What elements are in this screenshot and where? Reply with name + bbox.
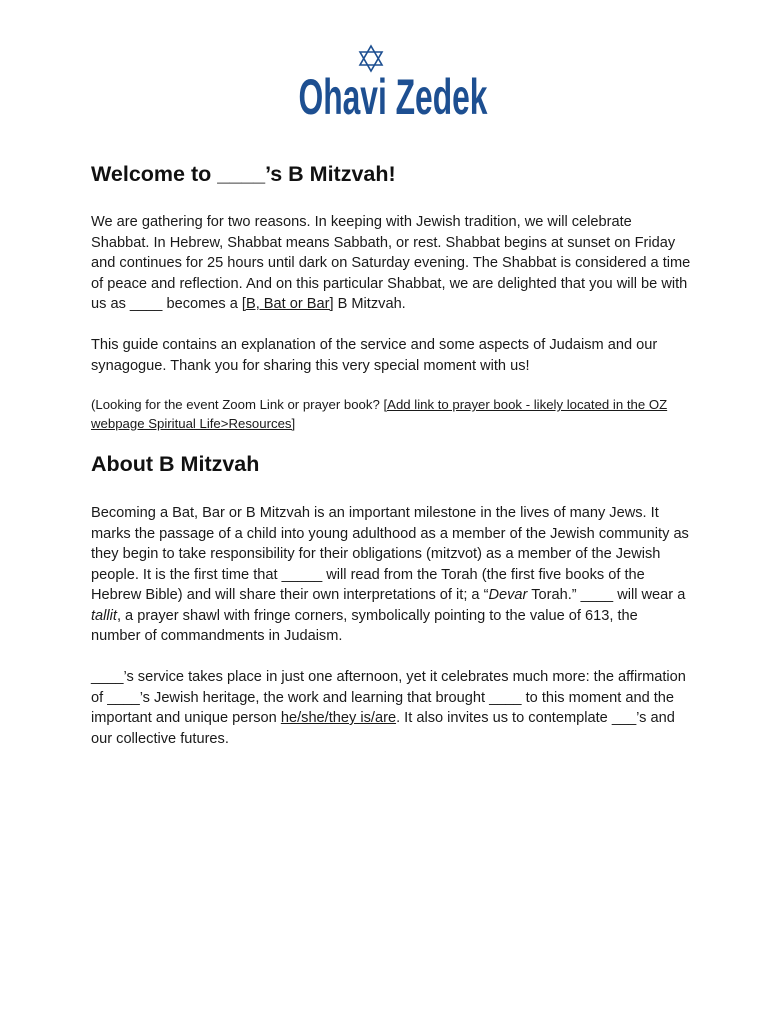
devar-term: Devar [488,587,528,603]
intro-paragraph [91,212,691,315]
intro-text-end: B Mitzvah. [333,296,406,312]
guide-paragraph: This guide contains an explanation of the service and some aspects of Judaism and our synagogue. Thank you for sharing this very special moment with us! [91,337,658,374]
logo-text: Ohavi Zedek [298,69,488,126]
zoom-paragraph [91,395,691,433]
service-paragraph [91,667,691,749]
service-text-end: . It also invites us to contemplate ___’s and our collective futures. [91,710,675,747]
ohavi-zedek-logo [286,44,501,124]
prayer-book-link[interactable]: [Add link to prayer book - likely located in the OZ webpage Spiritual Life>Resources] [91,397,668,431]
tallit-term: tallit [91,607,117,624]
about-text-end: , a prayer shawl with fringe corners, symbolically pointing to the value of 613, the number of commandments in Judaism. [91,607,638,644]
service-text: ____’s service takes place in just one afternoon, yet it celebrates much more: the affirmation of ____’s Jewish heritage, the work and learning that brought ____ to this moment and the important and unique person [91,669,686,726]
star-of-david-icon [286,44,501,124]
gender-placeholder-link[interactable]: [B, Bat or Bar] [241,296,334,312]
about-text-mid: Torah.” ____ will wear a [527,587,686,603]
about-heading: About B Mitzvah [91,452,260,476]
about-paragraph [91,503,691,647]
welcome-heading: Welcome to ____’s B Mitzvah! [91,162,396,186]
intro-text: We are gathering for two reasons. In keeping with Jewish tradition, we will celebrate Shabbat. In Hebrew, Shabbat means Sabbath, or rest. Shabbat begins at sunset on Friday and continues for 25 hours until dark on Saturday evening. The Shabbat is considered a time of peace and reflection. And on this particular Shabbat, we are delighted that you will be with us as ____ becomes a [91,214,691,312]
about-text: Becoming a Bat, Bar or B Mitzvah is an important milestone in the lives of many Jews. It marks the passage of a child into young adulthood as a member of the Jewish community as they begin to take responsibility for their obligations (mitzvot) as a member of the Jewish people. It is the first time that _____ will read from the Torah (the first five books of the Hebrew Bible) and will share their own interpretations of it; a “ [91,505,689,603]
pronoun-placeholder-link[interactable]: he/she/they is/are [280,710,397,726]
zoom-text: (Looking for the event Zoom Link or prayer book? [91,397,384,412]
